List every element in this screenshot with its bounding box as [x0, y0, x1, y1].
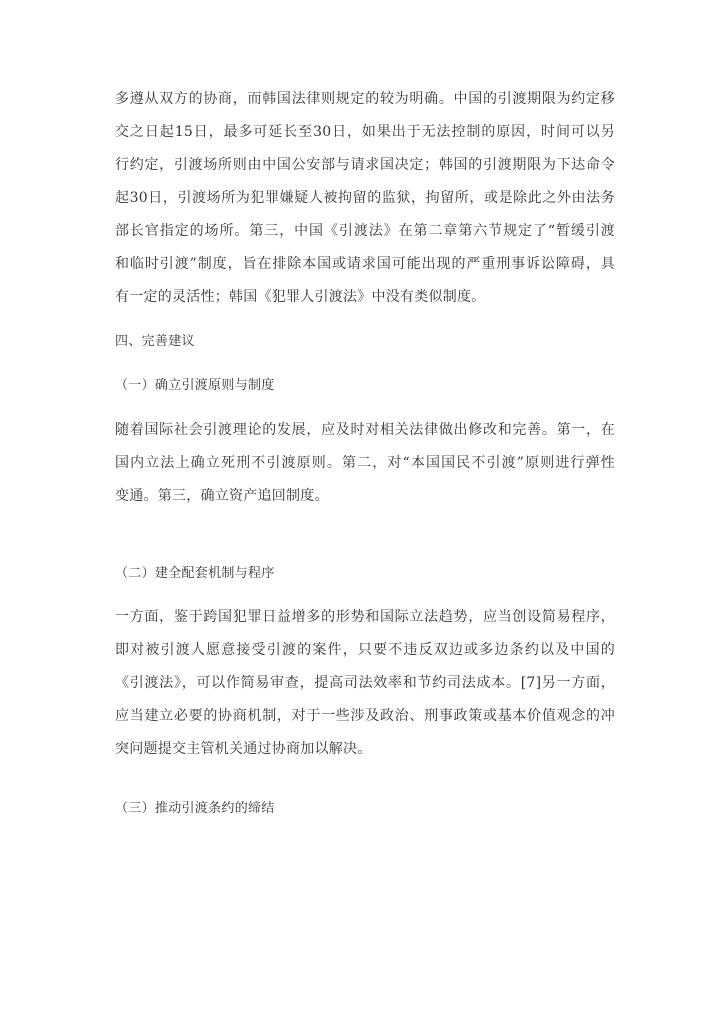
paragraph-line: 交之日起15日，最多可延长至30日，如果出于无法控制的原因，时间可以另	[115, 124, 615, 140]
paragraph-line: 部长官指定的场所。第三，中国《引渡法》在第二章第六节规定了“暂缓引渡	[115, 223, 615, 239]
paragraph-line: 起30日，引渡场所为犯罪嫌疑人被拘留的监狱，拘留所，或是除此之外由法务	[115, 190, 615, 206]
paragraph-line: 多遵从双方的协商，而韩国法律则规定的较为明确。中国的引渡期限为约定移	[115, 91, 615, 107]
section-heading-suggestions: 四、完善建议	[115, 334, 195, 349]
paragraph-line: 变通。第三，确立资产追回制度。	[115, 488, 329, 504]
paragraph-extradition-comparison	[115, 83, 615, 314]
paragraph-line: 行约定，引渡场所则由中国公安部与请求国决定；韩国的引渡期限为下达命令	[115, 157, 615, 173]
paragraph-line: 有一定的灵活性；韩国《犯罪人引渡法》中没有类似制度。	[115, 289, 486, 305]
paragraph-line: 即对被引渡人愿意接受引渡的案件，只要不违反双边或多边条约以及中国的	[115, 642, 615, 658]
subsection-heading-principles: （一）确立引渡原则与制度	[115, 378, 275, 393]
paragraph-line: 随着国际社会引渡理论的发展，应及时对相关法律做出修改和完善。第一，在	[115, 422, 615, 438]
subsection-heading-mechanisms: （二）建全配套机制与程序	[115, 566, 275, 581]
paragraph-mechanisms	[115, 601, 615, 766]
paragraph-line: 应当建立必要的协商机制，对于一些涉及政治、刑事政策或基本价值观念的冲	[115, 708, 615, 724]
subsection-heading-treaties: （三）推动引渡条约的缔结	[115, 801, 275, 816]
paragraph-line: 国内立法上确立死刑不引渡原则。第二，对“本国国民不引渡”原则进行弹性	[115, 455, 615, 471]
paragraph-line: 和临时引渡”制度，旨在排除本国或请求国可能出现的严重刑事诉讼障碍，具	[115, 256, 615, 272]
paragraph-line: 一方面，鉴于跨国犯罪日益增多的形势和国际立法趋势，应当创设简易程序，	[115, 609, 615, 625]
paragraph-principles	[115, 414, 615, 513]
paragraph-line: 突问题提交主管机关通过协商加以解决。	[115, 741, 372, 757]
paragraph-line: 《引渡法》，可以作简易审查，提高司法效率和节约司法成本。[7]另一方面，	[115, 675, 615, 691]
